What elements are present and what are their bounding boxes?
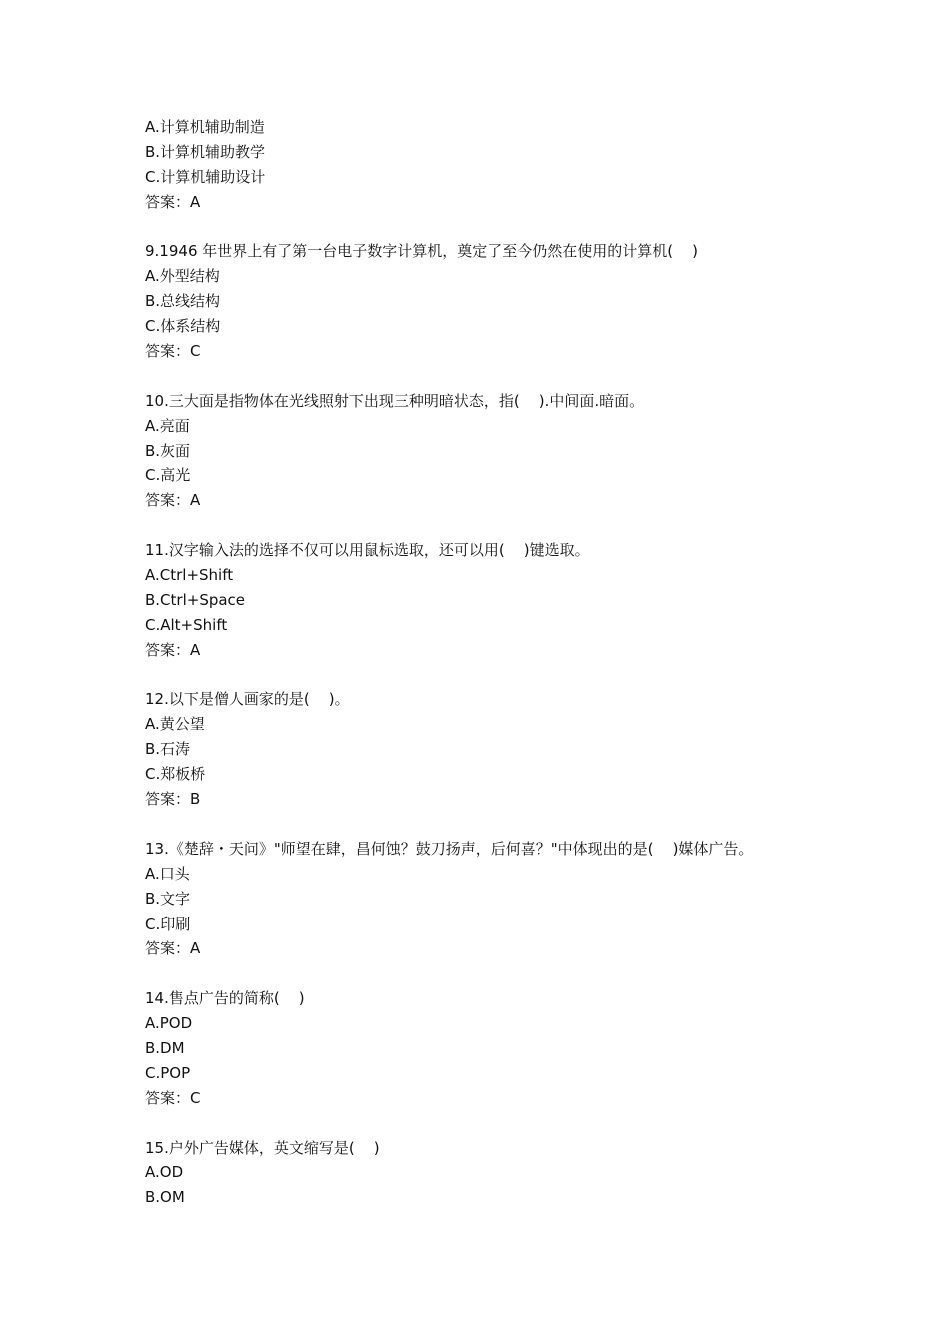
option: A.黄公望 xyxy=(145,715,205,734)
question-block xyxy=(145,837,845,961)
answer: 答案：B xyxy=(145,790,201,809)
option: B.DM xyxy=(145,1038,185,1057)
answer: 答案：C xyxy=(145,342,201,361)
option: B.石涛 xyxy=(145,740,191,759)
option: B.计算机辅助教学 xyxy=(145,142,266,161)
option: B.OM xyxy=(145,1188,185,1207)
answer: 答案：A xyxy=(145,192,201,211)
option: C.POP xyxy=(145,1063,191,1082)
question-block xyxy=(145,389,845,513)
answer: 答案：A xyxy=(145,939,201,958)
option: C.高光 xyxy=(145,466,191,485)
answer: 答案：A xyxy=(145,491,201,510)
option: B.总线结构 xyxy=(145,292,221,311)
option: A.外型结构 xyxy=(145,267,220,286)
question-block xyxy=(145,239,845,363)
question-text: 10.三大面是指物体在光线照射下出现三种明暗状态，指( ).中间面.暗面。 xyxy=(145,391,645,410)
option: C.印刷 xyxy=(145,914,191,933)
option: B.文字 xyxy=(145,889,191,908)
option: A.计算机辅助制造 xyxy=(145,118,265,136)
option: A.亮面 xyxy=(145,416,190,435)
answer: 答案：C xyxy=(145,1088,201,1107)
question-text: 9.1946 年世界上有了第一台电子数字计算机，奠定了至今仍然在使用的计算机( ) xyxy=(145,242,699,261)
question-block xyxy=(145,1136,845,1211)
option: C.计算机辅助设计 xyxy=(145,167,266,186)
question-block xyxy=(145,986,845,1110)
option: B.灰面 xyxy=(145,441,191,460)
document-page xyxy=(145,115,845,1210)
option: A.POD xyxy=(145,1014,193,1033)
option: B.Ctrl+Space xyxy=(145,590,246,609)
question-block xyxy=(145,538,845,662)
answer: 答案：A xyxy=(145,640,201,659)
question-text: 14.售点广告的简称( ) xyxy=(145,989,305,1008)
option: A.Ctrl+Shift xyxy=(145,566,234,585)
option: A.OD xyxy=(145,1163,184,1182)
question-text: 13.《楚辞・天问》"师望在肆，昌何蚀？鼓刀扬声，后何喜？"中体现出的是( )媒体广告。 xyxy=(145,839,754,858)
question-text: 11.汉字输入法的选择不仅可以用鼠标选取，还可以用( )键选取。 xyxy=(145,541,590,560)
question-text: 12.以下是僧人画家的是( )。 xyxy=(145,690,350,709)
question-text: 15.户外广告媒体，英文缩写是( ) xyxy=(145,1138,380,1157)
question-block xyxy=(145,687,845,811)
option: C.体系结构 xyxy=(145,317,221,336)
option: C.郑板桥 xyxy=(145,765,206,784)
option: C.Alt+Shift xyxy=(145,615,228,634)
option: A.口头 xyxy=(145,864,190,883)
question-block xyxy=(145,115,845,215)
